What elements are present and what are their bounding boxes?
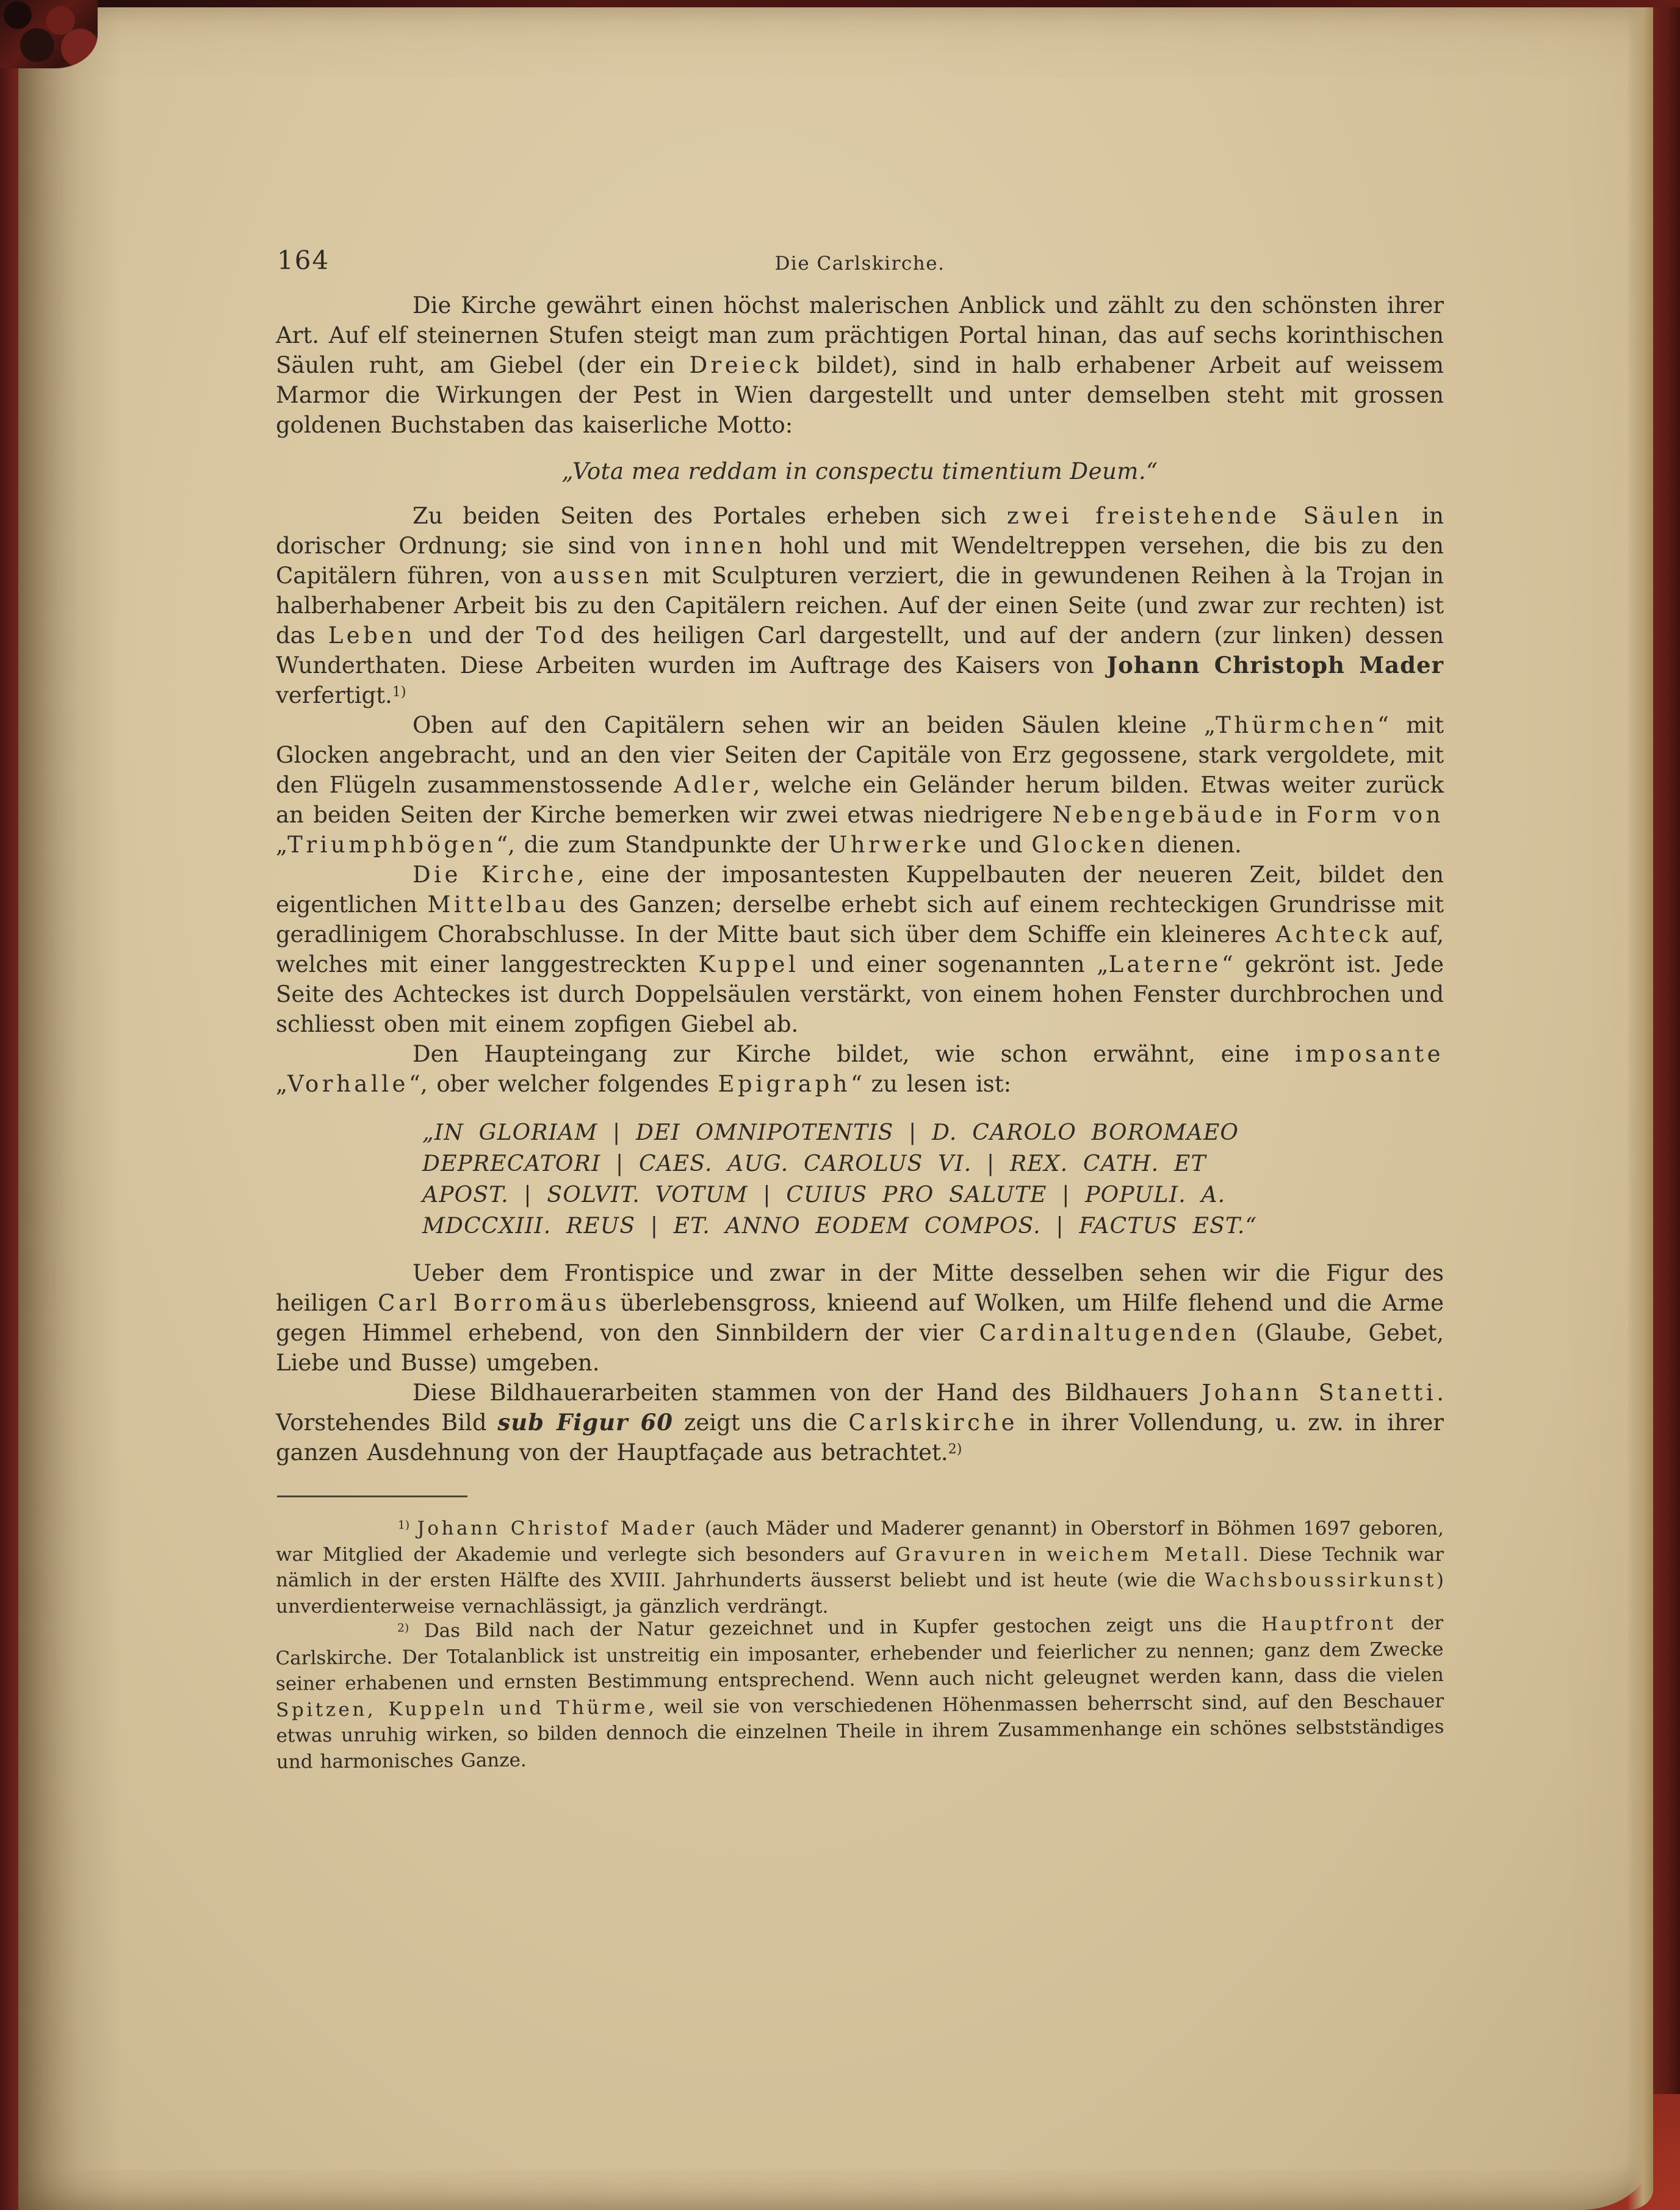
epigraph-block xyxy=(422,1117,1444,1242)
page-stack-edge xyxy=(1628,7,1653,2210)
body-paragraph-1: Die Kirche gewährt einen höchst malerischen Anblick und zählt zu den schönsten ihrer Art. Auf elf steinernen Stufen steigt man zum prächtigen Portal hinan, das auf sechs korinthischen Säulen ruht, am Giebel (der ein Dreieck bildet), sind in halb erhabener Arbeit auf weissem Marmor die Wirkungen der Pest in Wien dargestellt und unter demselben steht mit grossen goldenen Buchstaben das kaiserliche Motto: xyxy=(276,292,1444,438)
body-paragraph-7: Diese Bildhauerarbeiten stammen von der Hand des Bildhauers Johann Stanetti. Vorstehendes Bild sub Figur 60 zeigt uns die Carlskirche in ihrer Vollendung, u. zw. in ihrer ganzen Ausdehnung von der Hauptfaçade aus betrachtet.$^{2)}$ xyxy=(276,1380,1444,1466)
body-paragraph-4: Die Kirche, eine der imposantesten Kuppelbauten der neueren Zeit, bildet den eigentlichen Mittelbau des Ganzen; derselbe erhebt sich auf einem rechteckigen Grundrisse mit geradlinigem Chorabschlusse. In der Mitte baut sich über dem Schiffe ein kleineres Achteck auf, welches mit einer langgestreckten Kuppel und einer sogenannten „Laterne“ gekrönt ist. Jede Seite des Achteckes ist durch Doppelsäulen verstärkt, von einem hohen Fenster durchbrochen und schliesst oben mit einem zopfigen Giebel ab. xyxy=(276,862,1444,1037)
epigraph-line-1: „IN GLORIAM | DEI OMNIPOTENTIS | D. CAROLO BOROMAEO xyxy=(422,1120,1239,1145)
footnotes-section xyxy=(276,1516,1444,1775)
epigraph-line-4: MDCCXIII. REUS | ET. ANNO EODEM COMPOS. | FACTUS EST.“ xyxy=(422,1214,1258,1239)
latin-motto: „Vota mea reddam in conspectu timentium Deum.“ xyxy=(561,458,1158,484)
body-paragraph-5: Den Haupteingang zur Kirche bildet, wie schon erwähnt, eine imposante „Vorhalle“, ober welcher folgendes Epigraph“ zu lesen ist: xyxy=(276,1041,1444,1097)
page-head xyxy=(276,243,1444,290)
book-cover-edge-top xyxy=(0,0,1680,7)
body-paragraph-3: Oben auf den Capitälern sehen wir an beiden Säulen kleine „Thürmchen“ mit Glocken angebracht, und an den vier Seiten der Capitäle von Erz gegossene, stark vergoldete, mit den Flügeln zusammenstossende Adler, welche ein Geländer herum bilden. Etwas weiter zurück an beiden Seiten der Kirche bemerken wir zwei etwas niedrigere Nebengebäude in Form von „Triumphbögen“, die zum Standpunkte der Uhrwerke und Glocken dienen. xyxy=(276,712,1444,858)
epigraph-line-3: APOST. | SOLVIT. VOTUM | CUIUS PRO SALUTE | POPULI. A. xyxy=(422,1182,1226,1208)
body-paragraph-6: Ueber dem Frontispice und zwar in der Mitte desselben sehen wir die Figur des heiligen Carl Borromäus überlebensgross, knieend auf Wolken, um Hilfe flehend und die Arme gegen Himmel erhebend, von den Sinnbildern der vier Cardinaltugenden (Glaube, Gebet, Liebe und Busse) umgeben. xyxy=(276,1260,1444,1376)
footnote-divider xyxy=(277,1496,467,1497)
epigraph-line-2: DEPRECATORI | CAES. AUG. CAROLUS VI. | REX. CATH. ET xyxy=(422,1151,1206,1176)
body-paragraph-2: Zu beiden Seiten des Portales erheben sich zwei freistehende Säulen in dorischer Ordnung; sie sind von innen hohl und mit Wendeltreppen versehen, die bis zu den Capitälern führen, von aussen mit Sculpturen verziert, die in gewundenen Reihen à la Trojan in halberhabener Arbeit bis zu den Capitälern reichen. Auf der einen Seite (und zwar zur rechten) ist das Leben und der Tod des heiligen Carl dargestellt, und auf der andern (zur linken) dessen Wunderthaten. Diese Arbeiten wurden im Auftrage des Kaisers von Johann Christoph Mader verfertigt.$^{1)}$ xyxy=(276,503,1444,708)
page-content xyxy=(276,243,1444,1775)
footnote-2: $^{2)}$ Das Bild nach der Natur gezeichnet und in Kupfer gestochen zeigt uns die Hauptfront der Carlskirche. Der Totalanblick ist unstreitig ein imposanter, erhebender und feierlicher zu nennen; ganz dem Zwecke seiner erhabenen und ernsten Bestimmung entsprechend. Wenn auch nicht geleugnet werden kann, dass die vielen Spitzen, Kuppeln und Thürme, weil sie von verschiedenen Höhenmassen beherrscht sind, auf den Beschauer etwas unruhig wirken, so bilden dennoch die einzelnen Theile in ihrem Zusammenhange ein schönes selbstständiges und harmonisches Ganze. xyxy=(275,1611,1444,1773)
page-number: 164 xyxy=(277,245,330,275)
cover-marble-corner-top-left xyxy=(0,0,98,68)
running-header: Die Carlskirche. xyxy=(774,253,945,275)
binding-gutter-shadow xyxy=(18,7,122,2210)
footnote-1: $^{1)}$ Johann Christof Mader (auch Mäder und Maderer genannt) in Oberstorf in Böhmen 1697 geboren, war Mitglied der Akademie und verlegte sich besonders auf Gravuren in weichem Metall. Diese Technik war nämlich in der ersten Hälfte des XVIII. Jahrhunderts äusserst beliebt und ist heute (wie die Wachsboussirkunst) unverdienterweise vernachlässigt, ja gänzlich verdrängt. xyxy=(276,1517,1444,1618)
